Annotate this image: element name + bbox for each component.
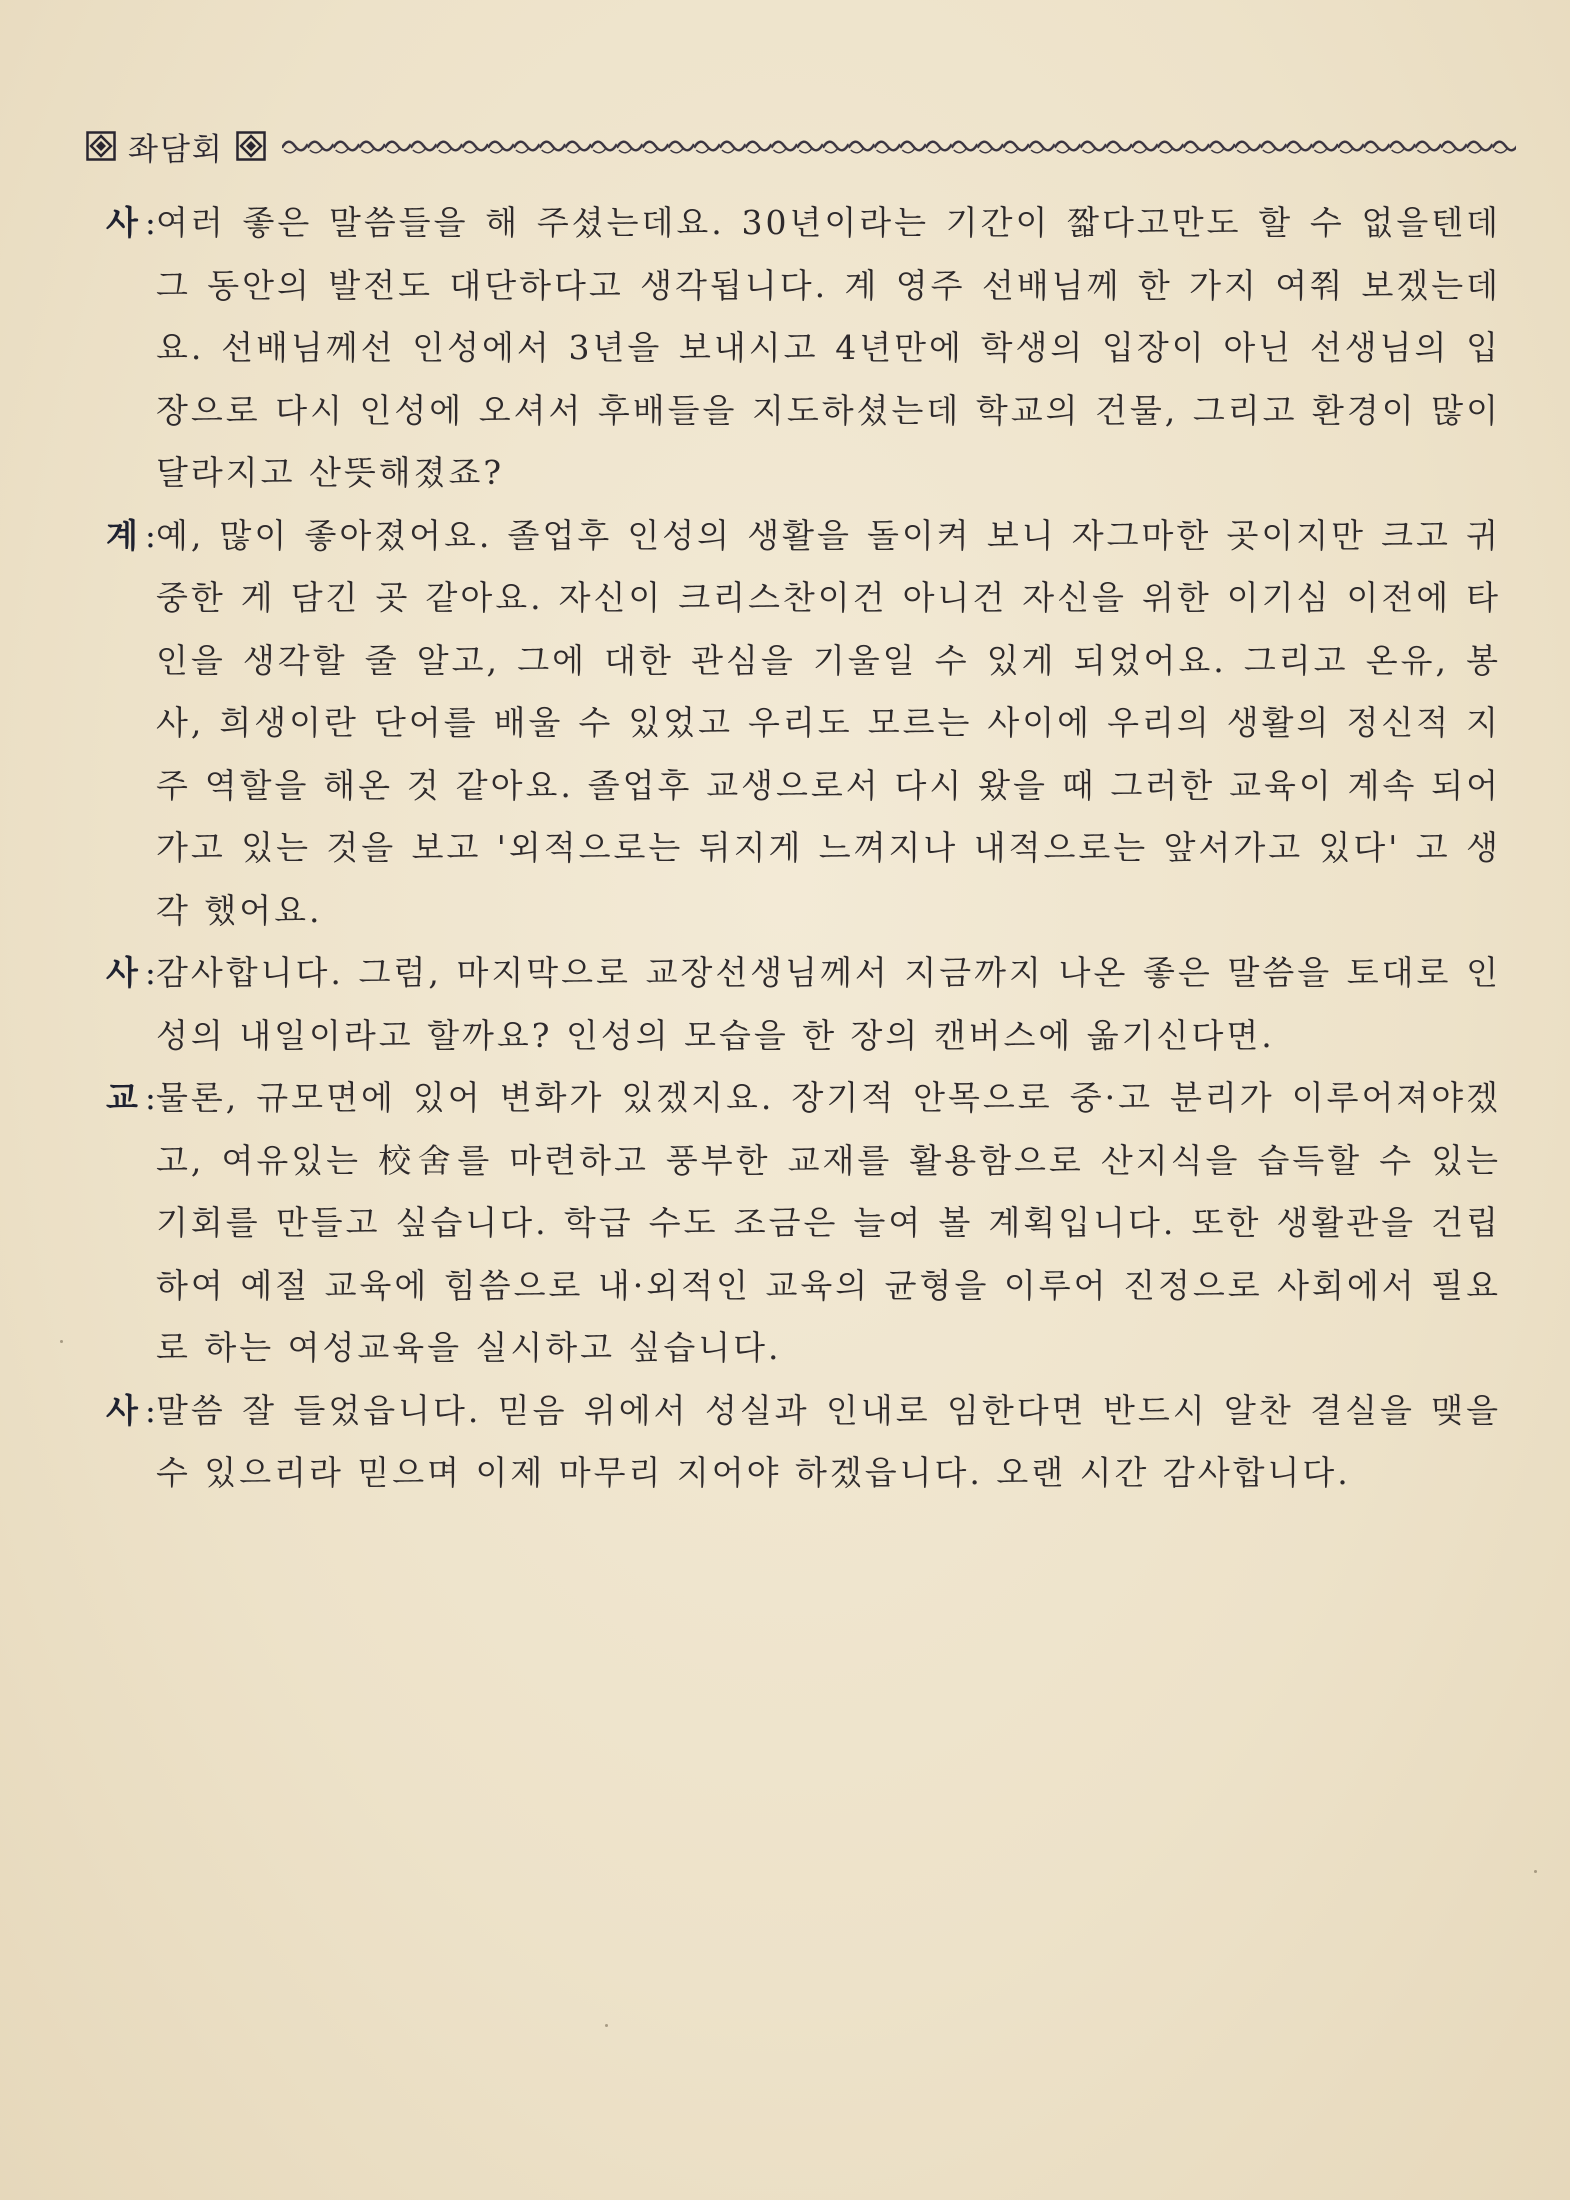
dialogue-turn xyxy=(106,942,1501,1067)
dialogue-turn xyxy=(106,192,1501,505)
speaker-name: 사 xyxy=(106,1390,141,1430)
speech-text: 여러 좋은 말씀들을 해 주셨는데요. 30년이라는 기간이 짧다고만도 할 수 없을텐데 그 동안의 발전도 대단하다고 생각됩니다. 계 영주 선배님께 한 가지 여쭤 보겠는데요. 선배님께선 인성에서 3년을 보내시고 4년만에 학생의 입장이 아닌 선생님의 입장으로 다시 인성에 오셔서 후배들을 지도하셨는데 학교의 건물, 그리고 환경이 많이 달라지고 산뜻해졌죠? xyxy=(156,203,1501,492)
dialogue-turn xyxy=(106,1067,1501,1380)
speaker-label xyxy=(106,505,159,568)
ornament-diamond-icon xyxy=(86,131,116,161)
speaker-colon: : xyxy=(144,1078,160,1117)
paper-speck xyxy=(60,1340,63,1343)
speaker-colon: : xyxy=(144,953,160,992)
speaker-name: 교 xyxy=(106,1078,141,1117)
speaker-name: 사 xyxy=(106,953,141,992)
speech-text: 예, 많이 좋아졌어요. 졸업후 인성의 생활을 돌이켜 보니 자그마한 곳이지만 크고 귀중한 게 담긴 곳 같아요. 자신이 크리스찬이건 아니건 자신을 위한 이기심 이전에 타인을 생각할 줄 알고, 그에 대한 관심을 기울일 수 있게 되었어요. 그리고 온유, 봉사, 희생이란 단어를 배울 수 있었고 우리도 모르는 사이에 우리의 생활의 정신적 지주 역할을 해온 것 같아요. 졸업후 교생으로서 다시 왔을 때 그러한 교육이 계속 되어가고 있는 것을 보고 '외적으로는 뒤지게 느껴지나 내적으로는 앞서가고 있다' 고 생각 했어요. xyxy=(156,515,1501,930)
speaker-label xyxy=(106,192,159,255)
speaker-label xyxy=(106,1380,159,1443)
speech-text: 물론, 규모면에 있어 변화가 있겠지요. 장기적 안목으로 중·고 분리가 이루어져야겠고, 여유있는 校舍를 마련하고 풍부한 교재를 활용함으로 산지식을 습득할 수 있는 기회를 만들고 싶습니다. 학급 수도 조금은 늘여 볼 계획입니다. 또한 생활관을 건립하여 예절 교육에 힘씀으로 내·외적인 교육의 균형을 이루어 진정으로 사회에서 필요로 하는 여성교육을 실시하고 싶습니다. xyxy=(156,1078,1501,1367)
speaker-label xyxy=(106,1067,159,1130)
speaker-name: 사 xyxy=(106,203,141,242)
speech-text: 말씀 잘 들었읍니다. 믿음 위에서 성실과 인내로 임한다면 반드시 알찬 결실을 맺을 수 있으리라 믿으며 이제 마무리 지어야 하겠읍니다. 오랜 시간 감사합니다. xyxy=(156,1390,1501,1492)
speaker-colon: : xyxy=(144,1390,160,1430)
dialogue-turn xyxy=(106,1380,1501,1505)
section-title: 좌담회 xyxy=(128,131,224,168)
paper-speck xyxy=(1534,1870,1537,1873)
speaker-colon: : xyxy=(144,203,160,242)
speech-text: 감사합니다. 그럼, 마지막으로 교장선생님께서 지금까지 나온 좋은 말씀을 토대로 인성의 내일이라고 할까요? 인성의 모습을 한 장의 캔버스에 옮기신다면. xyxy=(156,953,1501,1055)
speaker-name: 계 xyxy=(106,515,141,555)
section-header xyxy=(86,122,1516,170)
paper-speck xyxy=(605,2024,608,2027)
dialogue-turn xyxy=(106,505,1501,943)
speaker-label xyxy=(106,942,159,1005)
dialogue-body xyxy=(106,192,1501,1505)
speaker-colon: : xyxy=(144,515,160,555)
ornament-diamond-icon xyxy=(236,131,266,161)
wave-ornament-rule xyxy=(282,136,1516,156)
